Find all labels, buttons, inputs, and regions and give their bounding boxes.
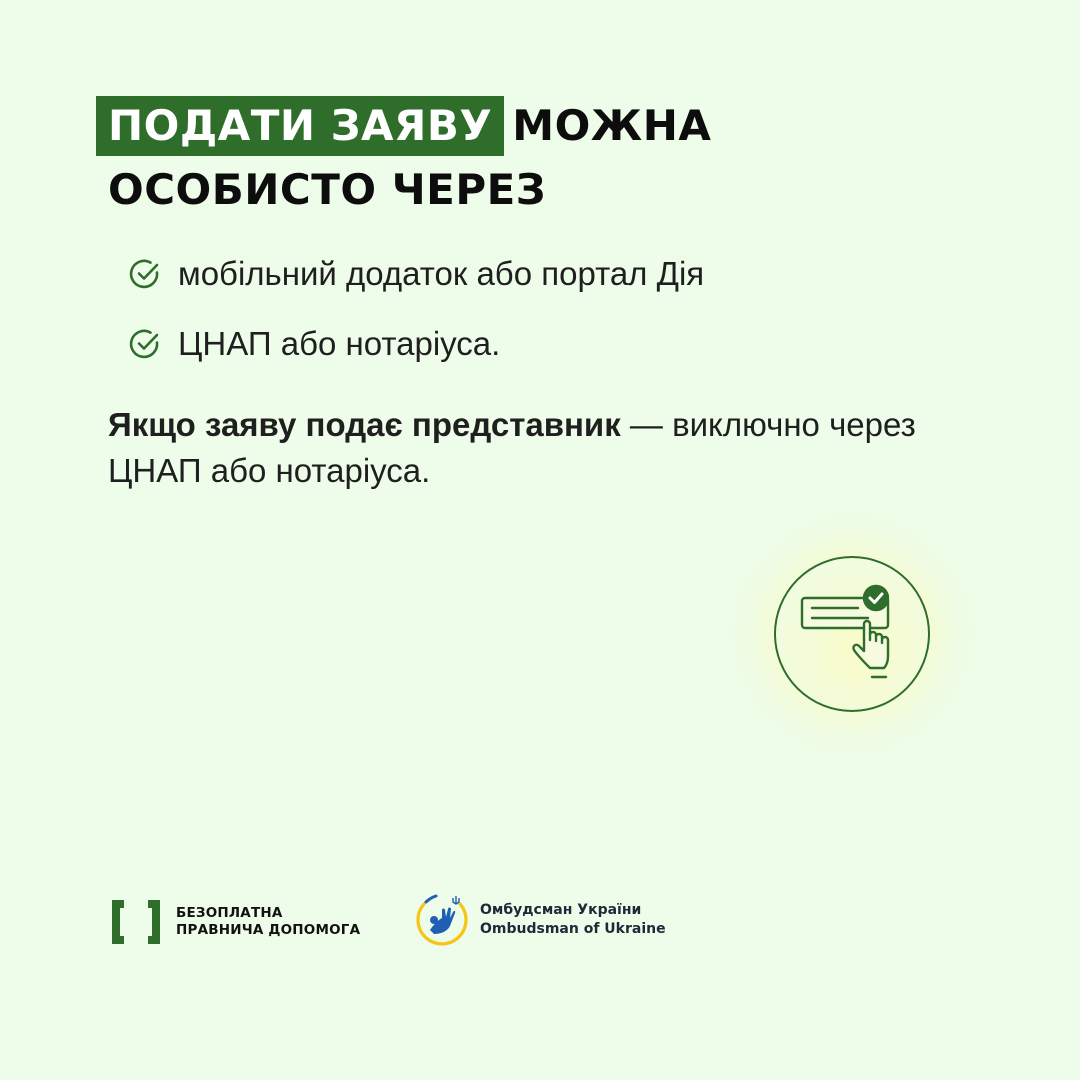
note-text: — виключно через ЦНАП або нотаріуса. — [108, 406, 916, 489]
title-rest: МОЖНА — [512, 101, 712, 150]
ombudsman-emblem-icon — [412, 890, 472, 950]
legal-aid-line1: БЕЗОПЛАТНА — [176, 905, 283, 921]
legal-aid-logo — [108, 898, 360, 946]
illustration-badge — [774, 556, 930, 712]
footer-logos — [108, 890, 1008, 960]
bracket-logo-icon — [108, 898, 164, 946]
legal-aid-line2: ПРАВНИЧА ДОПОМОГА — [176, 922, 361, 938]
representative-note — [108, 402, 938, 494]
form-tap-confirm-icon — [796, 580, 908, 692]
title-line-1 — [96, 96, 711, 156]
list-item — [128, 250, 704, 298]
check-circle-icon — [128, 257, 162, 291]
list-item-label: мобільний додаток або портал Дія — [178, 255, 705, 292]
list-item — [128, 320, 704, 368]
ombudsman-logo — [412, 890, 666, 950]
option-list — [128, 250, 704, 390]
list-item-label: ЦНАП або нотаріуса. — [178, 325, 501, 362]
page-title — [96, 96, 711, 220]
title-line-2: ОСОБИСТО ЧЕРЕЗ — [108, 165, 547, 214]
title-highlight: ПОДАТИ ЗАЯВУ — [96, 96, 504, 156]
check-circle-icon — [128, 327, 162, 361]
ombudsman-line1: Омбудсман України — [480, 902, 642, 918]
ombudsman-line2: Ombudsman of Ukraine — [480, 921, 666, 937]
note-bold: Якщо заяву подає представник — [108, 406, 621, 443]
